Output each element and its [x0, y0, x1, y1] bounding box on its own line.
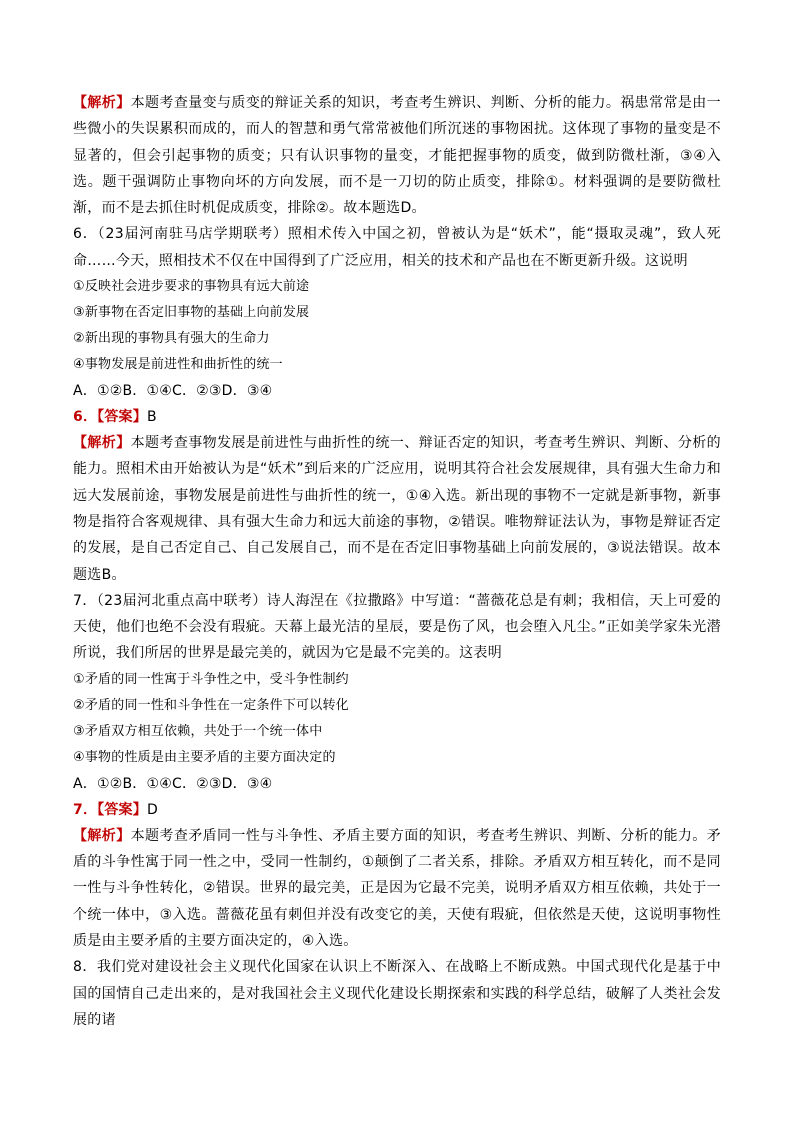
q6-option-2: ③新事物在否定旧事物的基础上向前发展: [73, 305, 310, 321]
q7-option-4: ④事物的性质是由主要矛盾的主要方面决定的: [73, 749, 336, 765]
q7-answer: [73, 797, 721, 823]
q7-choices: A．①②B．①④C．②③D．③④: [73, 775, 273, 792]
q7-stem: 7．（23届河北重点高中联考）诗人海涅在《拉撒路》中写道：“蔷薇花总是有刺；我相信，天上可爱的天使，他们也绝不会没有瑕疵。天幕上最光洁的星辰，要是伤了风，也会堕入凡尘。”正如美学家朱光潜所说，我们所居的世界是最完美的，就因为它是最不完美的。这表明: [73, 592, 721, 662]
answer-value: B: [146, 409, 157, 426]
q7-analysis: [73, 823, 721, 954]
q6-option-3: ②新出现的事物具有强大的生命力: [73, 331, 270, 347]
q6-stem: 6．（23届河南驻马店学期联考）照相术传入中国之初，曾被认为是“妖术”，能“摄取灵魂”，致人死命……今天，照相技术不仅在中国得到了广泛应用，相关的技术和产品也在不断更新升级。这说明: [73, 226, 721, 269]
answer-label: 7．【答案】: [73, 801, 147, 818]
q8-stem: 8．我们党对建设社会主义现代化国家在认识上不断深入、在战略上不断成熟。中国式现代化是基于中国的国情自己走出来的，是对我国社会主义现代化建设长期探索和实践的科学总结，破解了人类社会发展的诸: [73, 959, 721, 1028]
analysis-tag: 【解析】: [73, 95, 131, 111]
q6-option-1: ①反映社会进步要求的事物具有远大前途: [73, 279, 310, 295]
q5-analysis: [73, 90, 721, 221]
q6-analysis: [73, 430, 721, 588]
answer-label: 6．【答案】: [73, 409, 147, 426]
q6-answer: [73, 404, 721, 430]
q6-choices: A．①②B．①④C．②③D．③④: [73, 383, 273, 400]
document-page: [73, 90, 721, 1033]
q7-option-3: ③矛盾双方相互依赖，共处于一个统一体中: [73, 723, 323, 739]
answer-value: D: [146, 801, 158, 818]
analysis-tag: 【解析】: [73, 435, 131, 452]
analysis-tag: 【解析】: [73, 827, 131, 844]
analysis-text: 本题考查量变与质变的辩证关系的知识，考查考生辨识、判断、分析的能力。祸患常常是由一些微小的失误累积而成的，而人的智慧和勇气常常被他们所沉迷的事物困扰。这体现了事物的量变是不显著的，但会引起事物的质变；只有认识事物的量变，才能把握事物的质变，做到防微杜渐，③④入选。题干强调防止事物向坏的方向发展，而不是一刀切的防止质变，排除①。材料强调的是要防微杜渐，而不是去抓住时机促成质变，排除②。故本题选D。: [73, 95, 721, 217]
analysis-text: 本题考查事物发展是前进性与曲折性的统一、辩证否定的知识，考查考生辨识、判断、分析的能力。照相术由开始被认为是“妖术”到后来的广泛应用，说明其符合社会发展规律，具有强大生命力和远大发展前途，事物发展是前进性与曲折性的统一，①④入选。新出现的事物不一定就是新事物，新事物是指符合客观规律、具有强大生命力和远大前途的事物，②错误。唯物辩证法认为，事物是辩证否定的发展，是自己否定自己、自己发展自己，而不是在否定旧事物基础上向前发展的，③说法错误。故本题选B。: [73, 435, 721, 583]
q7-option-1: ①矛盾的同一性寓于斗争性之中，受斗争性制约: [73, 671, 349, 687]
analysis-text: 本题考查矛盾同一性与斗争性、矛盾主要方面的知识，考查考生辨识、判断、分析的能力。矛盾的斗争性寓于同一性之中，受同一性制约，①颠倒了二者关系，排除。矛盾双方相互转化，而不是同一性与斗争性转化，②错误。世界的最完美，正是因为它最不完美，说明矛盾双方相互依赖，共处于一个统一体中，③入选。蔷薇花虽有刺但并没有改变它的美，天使有瑕疵，但依然是天使，这说明事物性质是由主要矛盾的主要方面决定的，④入选。: [73, 827, 721, 949]
q6-option-4: ④事物发展是前进性和曲折性的统一: [73, 357, 283, 373]
q7-option-2: ②矛盾的同一性和斗争性在一定条件下可以转化: [73, 697, 349, 713]
